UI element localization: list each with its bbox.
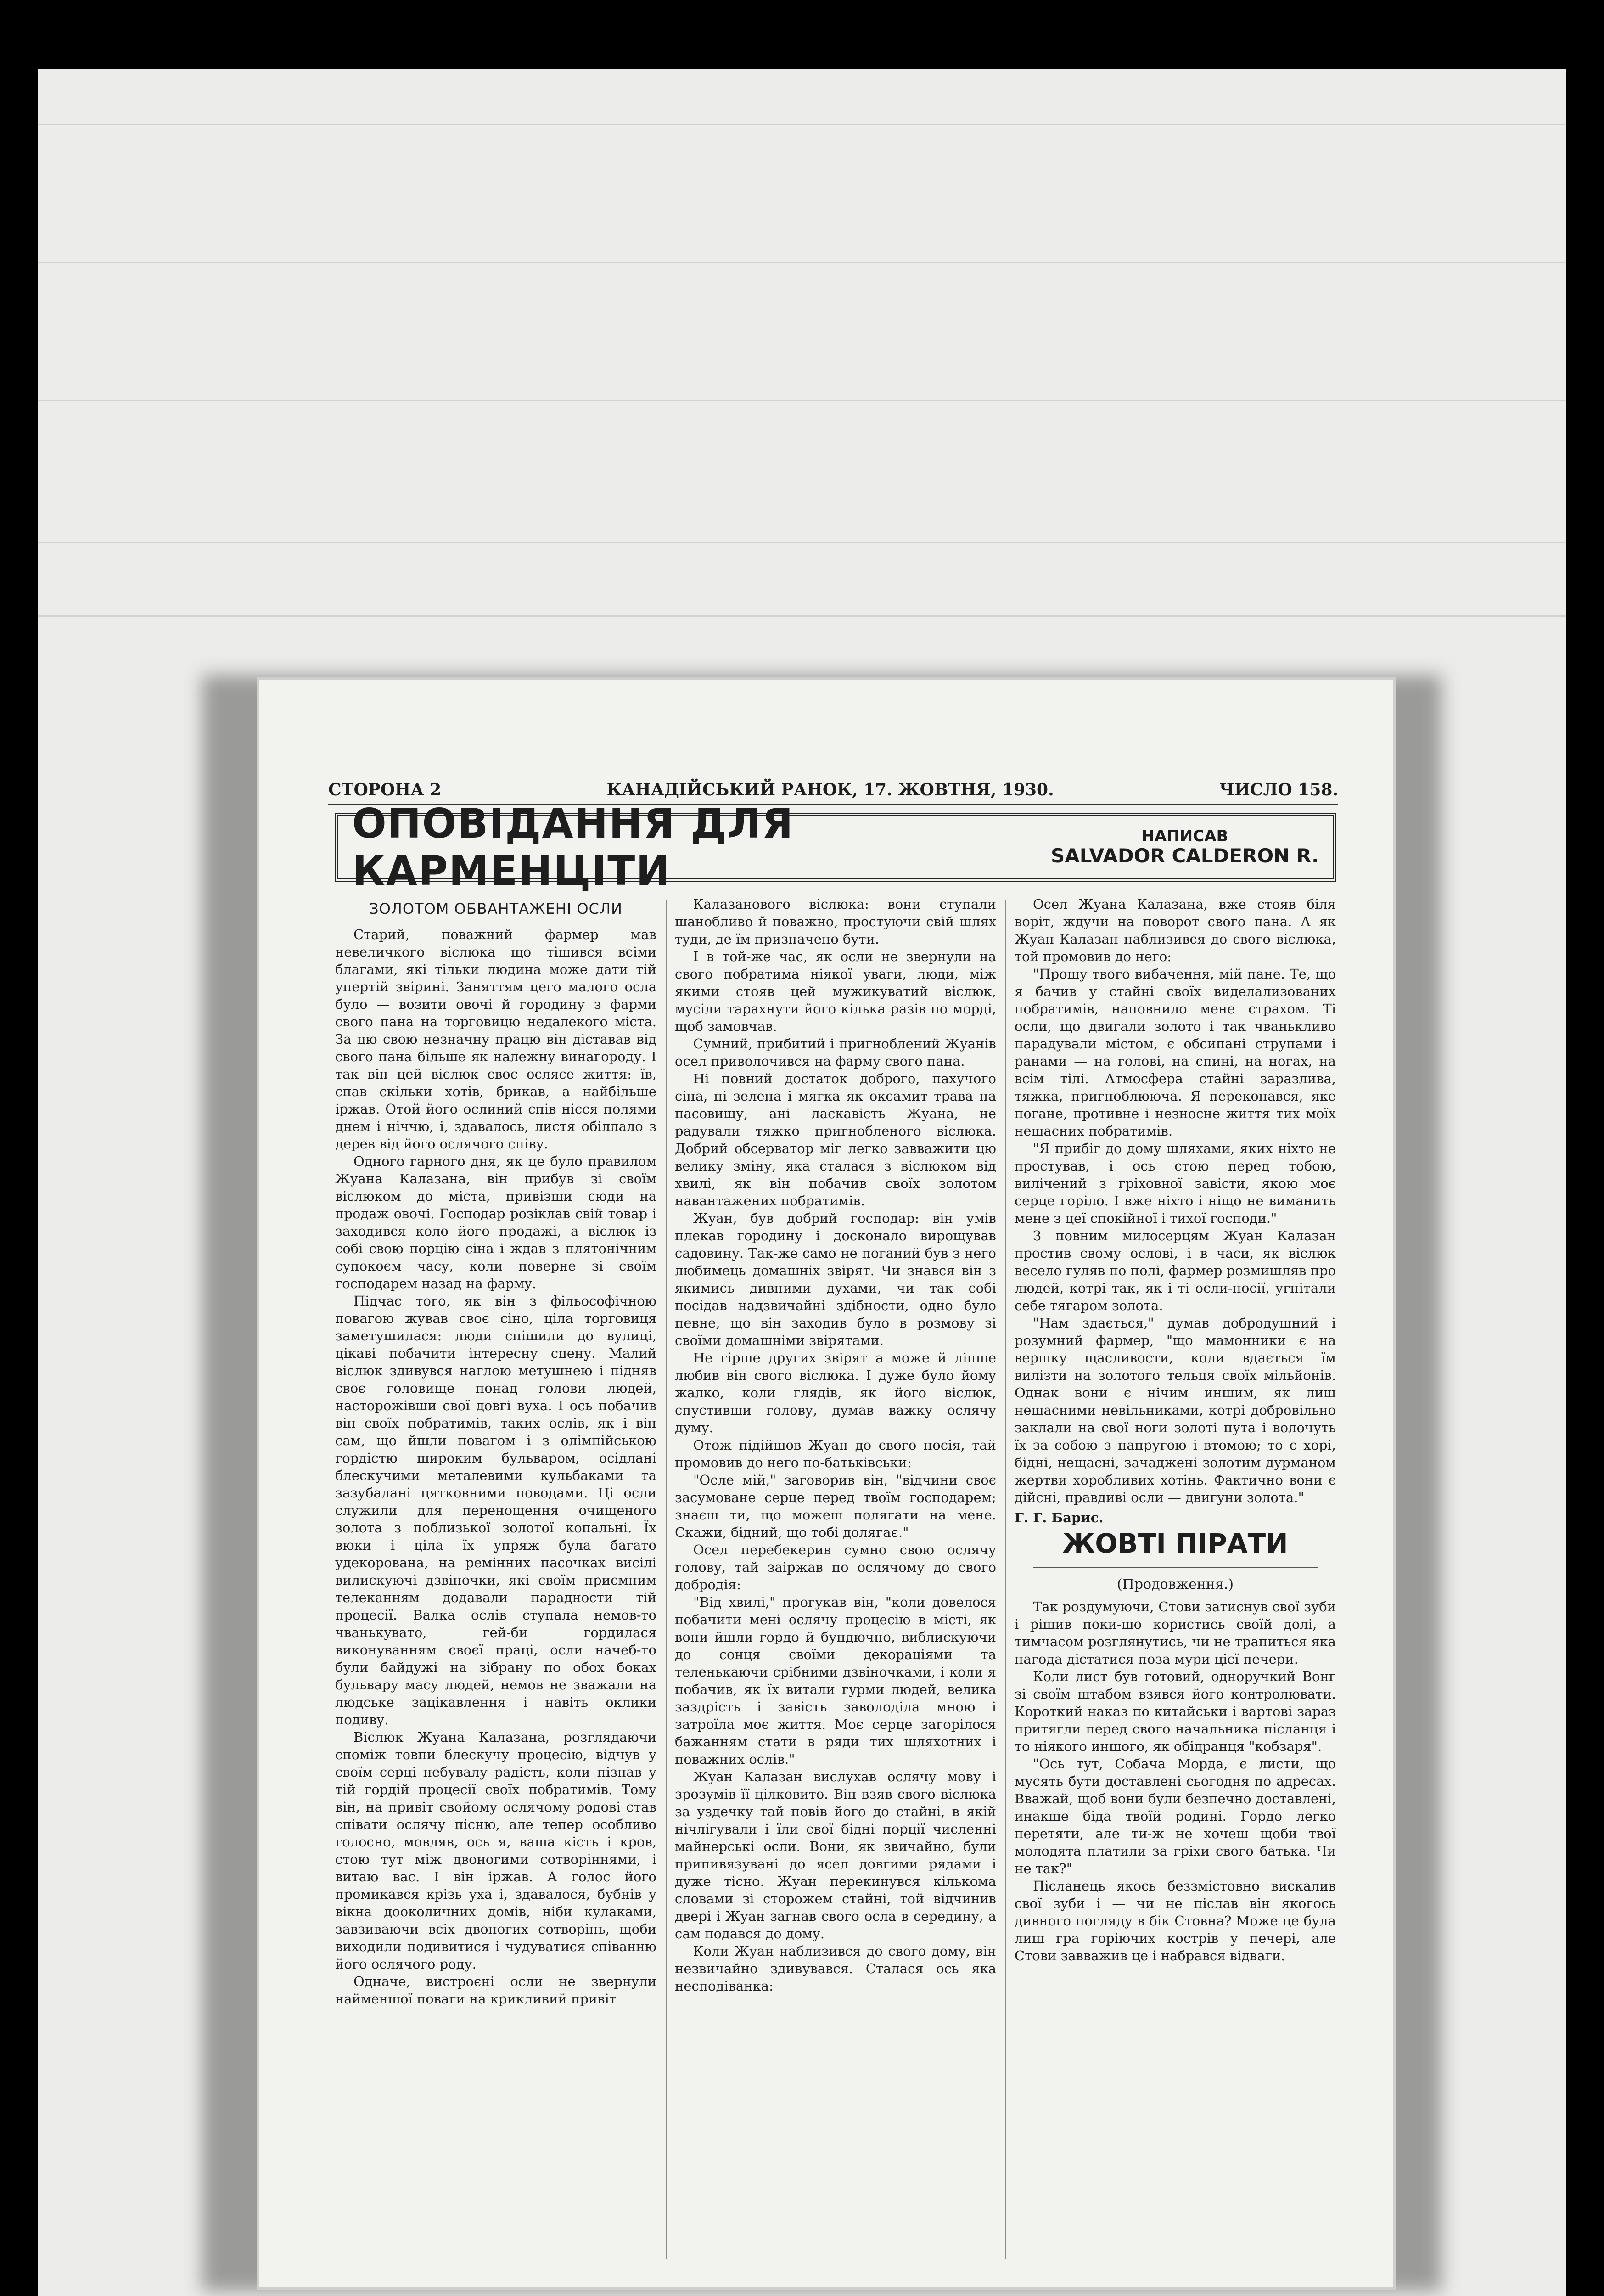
- column-rule: [666, 900, 667, 2259]
- issue-number: ЧИСЛО 158.: [1219, 780, 1338, 799]
- ruled-line: [38, 262, 1566, 263]
- continued-note: (Продовження.): [1116, 1576, 1234, 1593]
- paragraph: Одного гарного дня, як це було правилом Жуана Калазана, він прибув зі своїм віслюком до міста, привізши сюди на продаж овочі. Господар розіклав свій товар і заходився коло його продажі, а віслюк із собі свою порцію сіна і ждав з плятонічним супокоєм часу, коли поверне зі своїм господарем назад на фарму.: [335, 1154, 656, 1291]
- paragraph: Коли Жуан наблизився до свого дому, він незвичайно здивувався. Сталася ось яка несподіванка:: [675, 1943, 996, 1994]
- paragraph: Віслюк Жуана Калазана, розглядаючи споміж товпи блескучу процесію, відчув у своїм серці небувалу радість, коли пізнав у тій гордій процесії своїх побратимів. Тому він, на привіт свойому ослячому родові став співати ослячу пісню, але тепер особливо голосно, мовляв, ось я, ваша кість і кров, стою тут між двоногими сотворіннями, і витаю вас. І він іржав. А голос його промикався крізь уха і, здавалося, бубнів у вікна дооколичних домів, ніби кулаками, завзиваючи всіх двоногих сотворінь, щоби виходили подивитися і чудуватися співанню його ослячого роду.: [335, 1729, 656, 1972]
- text-column-3: [1015, 895, 1336, 2264]
- text-column-2: [675, 895, 996, 2264]
- ruled-line: [38, 542, 1566, 543]
- paragraph: Осел перебекерив сумно свою ослячу голову, тай заіржав по ослячому до свого добродія:: [675, 1542, 996, 1593]
- author-signature: Г. Г. Барис.: [1015, 1510, 1104, 1525]
- banner-title: ОПОВІДАННЯ ДЛЯ КАРМЕНЦІТИ: [352, 800, 794, 895]
- paragraph: Післанець якось беззмістовно вискалив свої зуби і — чи не післав він якогось дивного погляду в бік Стовна? Може це була лиш гра горіючих кострів у печері, але Стови завважив це і набрався відваги.: [1015, 1878, 1336, 1964]
- paragraph: З повним милосерцям Жуан Калазан простив свому ослові, і в часи, як віслюк весело гуляв по полі, фармер розмишляв про людей, котрі так, як і ті осли-носії, угнітали себе тягаром золота.: [1015, 1228, 1336, 1313]
- paragraph: "Ось тут, Собача Морда, є листи, що мусять бути доставлені сьогодня по адресах. Вважай, щоб вони були безпечно доставлені, инакше біда твоїй родині. Гордо легко перетяти, але ти-ж не хочеш щоби твої молодята платили за гріхи свого батька. Чи не так?": [1015, 1756, 1336, 1876]
- column-rule: [1005, 900, 1006, 2259]
- ruled-line: [38, 615, 1566, 617]
- paragraph: Підчас того, як він з фільософічною повагою жував своє сіно, ціла торговиця заметушилася: люди спішили до вулиці, цікаві побачити інтересну сцену. Малий віслюк здивувся наглою метушнею і підняв своє головище понад голови людей, насторожівши свої довгі вуха. І ось побачив він своїх побратимів, таких ослів, як і він сам, що йшли повагом і з олімпійською гордістю широким бульваром, осідлані блескучими металевими кульбаками та зазубалані цятковними поводами. Ці осли служили для перенощення очищеного золота з поблизької золотої копальні. Їх вюки і ціла їх упряж була багато удекорована, на ремінних пасочках висілі вилискуючі дзвіночки, які своїм приємним телеканням додавали парадности тій процесії. Валка ослів ступала немов-то чванькувато, гей-би гордилася виконуванням своєї праці, осли начеб-то були байдужі на зібрану по обох боках бульвару масу людей, немов не зважали на людське зацікавлення і навіть оклики подиву.: [335, 1293, 656, 1728]
- story-banner: [335, 800, 1336, 895]
- ruled-line: [38, 124, 1566, 125]
- banner-byline: [1051, 828, 1333, 867]
- paragraph: Сумний, прибитий і пригноблений Жуанів осел приволочився на фарму свого пана.: [675, 1036, 996, 1069]
- byline-label: НАПИСАВ: [1141, 827, 1228, 846]
- paragraph: "Від хвилі," прогукав він, "коли довелося побачити мені ослячу процесію в місті, як вони йшли гордо й бундючно, виблискуючи до сонця своїми декораціями та теленькаючи срібними дзвіночками, і коли я побачив, як їх витали гурми людей, велика заздрість і завість заволоділа мною і затроїла моє життя. Моє серце загорілося бажанням стати в ряди тих шляхотних і поважних ослів.": [675, 1594, 996, 1767]
- paragraph: Жуан, був добрий господар: він умів плекав городину і досконало вирощував садовину. Так-же само не поганий був з него любимець домашніх звірят. Чи знався він з якимись дивними духами, чи так собі посідав надзвичайні здібности, одно було певне, що він заходив було в розмову зі своїми домашніми звірятами.: [675, 1210, 996, 1348]
- paragraph: Не гірше других звірят а може й ліпше любив він свого віслюка. І дуже було йому жалко, коли глядів, як його віслюк, спустивши голову, думав важку ослячу думу.: [675, 1350, 996, 1435]
- divider: [1033, 1567, 1318, 1568]
- paragraph: Старий, поважний фармер мав невеличкого віслюка що тішився всіми благами, які тільки людина може дати тій упертій звірині. Заняттям цего малого осла було — возити овочі й городину з фарми свого пана на торговицю недалекого міста. За цю свою незначну працю він діставав від свого пана більше як належну винагороду. І так він цей віслюк своє ослясе життя: їв, спав скільки хотів, брикав, а найбільше іржав. Отой його ослиний спів нісся полями днем і ніччю, і, здавалось, листя обіллало з дерев від його ослячого співу.: [335, 927, 656, 1152]
- paragraph: Ні повний достаток доброго, пахучого сіна, ні зелена і мягка як оксамит трава на пасовищу, ані ласкавість Жуана, не радували тяжко пригнобленого віслюка. Добрий обсерватор міг легко завважити цю велику зміну, яка сталася з віслюком від хвилі, як він побачив своїх золотом навантажених побратимів.: [675, 1071, 996, 1209]
- paragraph: Калазанового віслюка: вони ступали шанобливо й поважно, простуючи свій шлях туди, де їм призначено бути.: [675, 896, 996, 947]
- paragraph: І в той-же час, як осли не звернули на свого побратима ніякої уваги, люди, між якими стояв цей мужикуватий віслюк, мусіли тарахнути його кілька разів по морді, щоб замовчав.: [675, 949, 996, 1034]
- newspaper-page: [259, 680, 1393, 2287]
- paragraph: Коли лист був готовий, одноручкий Вонг зі своїм штабом взявся його контролювати. Короткий наказ по китайськи і вартові зараз притягли перед свого начальника післанця і то ніякого иншого, як обідранця "кобзаря".: [1015, 1669, 1336, 1754]
- page-number: СТОРОНА 2: [328, 780, 442, 799]
- paragraph: "Прошу твого вибачення, мій пане. Те, що я бачив у стайні своїх виделализованих побратимів, наповнило мене страхом. Ті осли, що двигали золото і так чванькливо парадували містом, є обсипані струпами і ранами — на голові, на спині, на ногах, на всім тілі. Атмосфера стайні заразлива, тяжка, пригноблююча. Я переконався, яке погане, противне і незносне життя тих моїх нещасних побратимів.: [1015, 966, 1336, 1139]
- story-title: ЖОВТІ ПІРАТИ: [1062, 1528, 1288, 1559]
- paragraph: Жуан Калазан вислухав ослячу мову і зрозумів її цілковито. Він взяв свого віслюка за уздечку тай повів його до стайні, в якій нічлігували і їли свої бідні порції численні майнерські осли. Вони, як звичайно, були припивязувані до ясел довгими рядами і дуже тісно. Жуан перекинувся кількома словами зі сторожем стайні, той відчинив двері і Жуан загнав свого осла в середину, а сам подався до дому.: [675, 1769, 996, 1941]
- paragraph: "Осле мій," заговорив він, "відчини своє засумоване серце перед твоїм господарем; знаєш ти, що можеш полягати на мене. Скажи, бідний, що тобі долягає.": [675, 1472, 996, 1540]
- byline-author: SALVADOR CALDERON R.: [1051, 844, 1319, 867]
- masthead: КАНАДІЙСЬКИЙ РАНОК, 17. ЖОВТНЯ, 1930.: [606, 780, 1054, 799]
- text-column-1: [335, 895, 656, 2264]
- ruled-line: [38, 400, 1566, 401]
- paragraph: "Нам здається," думав добродушний і розумний фармер, "що мамонники є на вершку щасливости, коли вдається їм вилізти на золотого тельця своїх мільйонів. Однак вони є нічим иншим, як лиш нещасними невільниками, котрі добровільно заклали на свої ноги золоті пута і волочуть їх за собою з напругою і втомою; то є хорі, бідні, нещасні, зачаджені золотим дурманом жертви хоробливих хотінь. Фактично вони є дійсні, правдиві осли — двигуни золота.": [1015, 1315, 1336, 1505]
- story-subtitle: ЗОЛОТОМ ОБВАНТАЖЕНІ ОСЛИ: [369, 900, 623, 917]
- paragraph: Отож підійшов Жуан до свого носія, тай промовив до него по-батьківськи:: [675, 1437, 996, 1470]
- paragraph: "Я прибіг до дому шляхами, яких ніхто не простував, і ось стою перед тобою, вилічений з гріховної завісти, якою моє серце горіло. І вже ніхто і ніщо не виманить мене з цеї спокійної і тихої господи.": [1015, 1141, 1336, 1226]
- paragraph: Осел Жуана Калазана, вже стояв біля воріт, ждучи на поворот свого пана. А як Жуан Калазан наблизився до свого віслюка, той промовив до него:: [1015, 896, 1336, 964]
- paragraph: Так роздумуючи, Стови затиснув свої зуби і рішив поки-що користись своїй долі, а тимчасом розглянутись, чи не трапиться яка нагода дістатися поза мури цієї печери.: [1015, 1599, 1336, 1667]
- paragraph: Одначе, вистроєні осли не звернули найменшої поваги на крикливий привіт: [335, 1974, 656, 2007]
